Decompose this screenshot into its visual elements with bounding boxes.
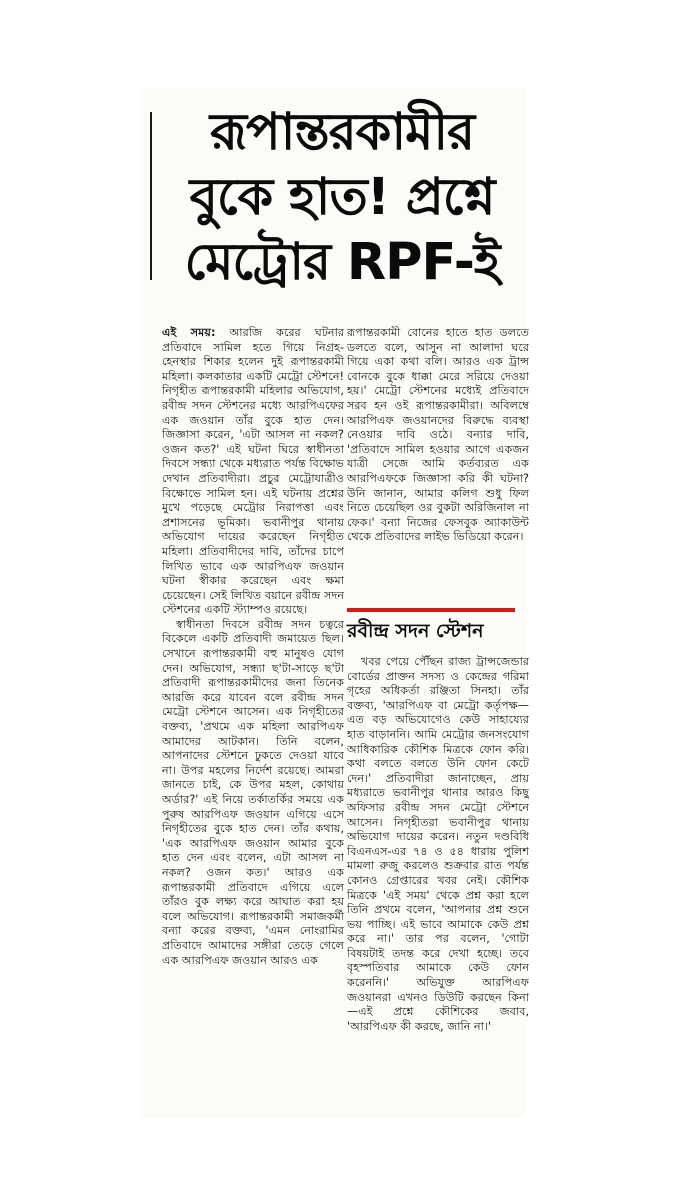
paragraph-4: খবর পেয়ে পৌঁছন রাজ্য ট্রান্সজেন্ডার বোর্ডের প্রাক্তন সদস্য ও কেন্দ্রের গরিমা গৃহের অধিকর্তা রঞ্জিতা সিনহা। তাঁর বক্তব্য, 'আরপিএফ বা মেট্রো কর্তৃপক্ষ—এত বড় অভিযোগেও কেউ সাহায্যের হাত বাড়াননি। আমি মেট্রোর জনসংযোগ আধিকারিক কৌশিক মিত্রকে ফোন করি। কথা বলতে বলতে উনি ফোন কেটে দেন।' প্রতিবাদীরা জানাচ্ছেন, প্রায় মধ্যরাতে ভবানীপুর থানার আরও কিছু অফিসার রবীন্দ্র সদন মেট্রো স্টেশনে আসেন। নিগৃহীতরা ভবানীপুর থানায় অভিযোগ দায়ের করেন। নতুন দণ্ডবিধি বিএনএস-এর ৭৪ ও ৫৪ ধারায় পুলিশ মামলা রুজু করলেও শুক্রবার রাত পর্যন্ত কোনও গ্রেপ্তারের খবর নেই। কৌশিক মিত্রকে 'এই সময়' থেকে প্রশ্ন করা হলে তিনি প্রথমে বলেন, 'আপনার প্রশ্ন শুনে ভয় পাচ্ছি। এই ভাবে আমাকে কেউ প্রশ্ন করে না।' তার পর বলেন, 'গোটা বিষয়টাই তদন্ত করে দেখা হচ্ছে। তবে বৃহস্পতিবার আমাকে কেউ ফোন করেননি।' অভিযুক্ত আরপিএফ জওয়ানরা এখনও ডিউটি করছেন কিনা—এই প্রশ্নে কৌশিকের জবাব, 'আরপিএফ কী করছে, জানি না।' (347, 655, 529, 1033)
headline-line-3: মেট্রোর RPF-ই (184, 233, 500, 292)
article-column-left (162, 326, 344, 1118)
dateline: এই সময়: (162, 326, 216, 339)
headline (162, 100, 522, 295)
headline-line-2: বুকে হাত! প্রশ্নে (189, 168, 495, 227)
paragraph-3: রূপান্তরকামী বোনের হাতে হাত ডলতে ডলতে বলে, আসুন না আলাদা ঘরে গিয়ে একা কথা বলি। আরও এক ট্রান্স বোনকে বুকে ধাক্কা মেরে সরিয়ে দেওয়া হয়।' মেট্রো স্টেশনের মধ্যেই প্রতিবাদে সরব হন ওই রূপান্তরকামীরা। অবিলম্বে আরপিএফ জওয়ানদের বিরুদ্ধে ব্যবস্থা নেওয়ার দাবি ওঠে। বন্যার দাবি, 'প্রতিবাদে সামিল হওয়ার আগে একজন যাত্রী সেজে আমি কর্তব্যরত এক আরপিএফকে জিজ্ঞাসা করি কী ঘটনা? উনি জানান, আমার কলিগ শুধু ফিল নিতে চেয়েছিল ওর বুকটা অরিজিনাল না ফেক।' বন্যা নিজের ফেসবুক অ্যাকাউন্ট থেকে প্রতিবাদের লাইভ ভিডিয়ো করেন। (347, 326, 529, 544)
headline-line-1: রূপান্তরকামীর (209, 103, 475, 162)
headline-rule (150, 112, 152, 280)
subhead: রবীন্দ্র সদন স্টেশন (347, 620, 484, 642)
paragraph-1-text: আরজি করের ঘটনার প্রতিবাদে সামিল হতে গিয়ে নিগ্রহ-হেনস্থার শিকার হলেন দুই রূপান্তরকামী মহিলা। কলকাতার একটি মেট্রো স্টেশনে! নিগৃহীত রূপান্তরকামী মহিলার অভিযোগ, রবীন্দ্র সদন স্টেশনের মধ্যে আরপিএফের এক জওয়ান তাঁর বুকে হাত দেন। জিজ্ঞাসা করেন, 'এটা আসল না নকল? ওজন কত?' এই ঘটনা ঘিরে স্বাধীনতা দিবসে সন্ধ্যা থেকে মধ্যরাত পর্যন্ত বিক্ষোভ দেখান প্রতিবাদীরা। প্রচুর মেট্রোযাত্রীও বিক্ষোভে সামিল হন। এই ঘটনায় প্রশ্নের মুখে পড়েছে মেট্রোর নিরাপত্তা এবং প্রশাসনের ভূমিকা। ভবানীপুর থানায় অভিযোগ দায়ের করেছেন নিগৃহীত মহিলা। প্রতিবাদীদের দাবি, তাঁদের চাপে লিখিত ভাবে এক আরপিএফ জওয়ান ঘটনা স্বীকার করেছেন এবং ক্ষমা চেয়েছেন। সেই লিখিত বয়ানে রবীন্দ্র সদন স্টেশনের একটি স্ট্যাম্পও রয়েছে। (162, 326, 344, 617)
subhead-rule (347, 608, 515, 612)
paragraph-1 (162, 326, 344, 618)
paragraph-2: স্বাধীনতা দিবসে রবীন্দ্র সদন চত্বরে বিকেলে একটি প্রতিবাদী জমায়েত ছিল। সেখানে রূপান্তরকামী বহু মানুষও যোগ দেন। অভিযোগ, সন্ধ্যা ছ'টা-সাড়ে ছ'টা প্রতিবাদী রূপান্তরকামীদের জনা তিনেক আরজি করে যাবেন বলে রবীন্দ্র সদন মেট্রো স্টেশনে আসেন। এক নিগৃহীতের বক্তব্য, 'প্রথমে এক মহিলা আরপিএফ আমাদের আটকান। তিনি বলেন, আপনাদের স্টেশনে ঢুকতে দেওয়া যাবে না। উপর মহলের নির্দেশ রয়েছে। আমরা জানতে চাই, কে উপর মহল, কোথায় অর্ডার?' এই নিয়ে তর্কাতর্কির সময়ে এক পুরুষ আরপিএফ জওয়ান এগিয়ে এসে নিগৃহীতের বুকে হাত দেন। তাঁর কথায়, 'এক আরপিএফ জওয়ান আমার বুকে হাত দেন এবং বলেন, এটা আসল না নকল? ওজন কত।' আরও এক রূপান্তরকামী প্রতিবাদে এগিয়ে এলে তাঁরও বুক লক্ষ্য করে আঘাত করা হয় বলে অভিযোগ। রূপান্তরকামী সমাজকর্মী বন্যা করের বক্তব্য, 'এমন নোংরামির প্রতিবাদে আমাদের সঙ্গীরা তেড়ে গেলে এক আরপিএফ জওয়ান আরও এক (162, 617, 344, 967)
article-column-right-top (347, 326, 529, 610)
article-column-right-bottom (347, 655, 529, 1115)
